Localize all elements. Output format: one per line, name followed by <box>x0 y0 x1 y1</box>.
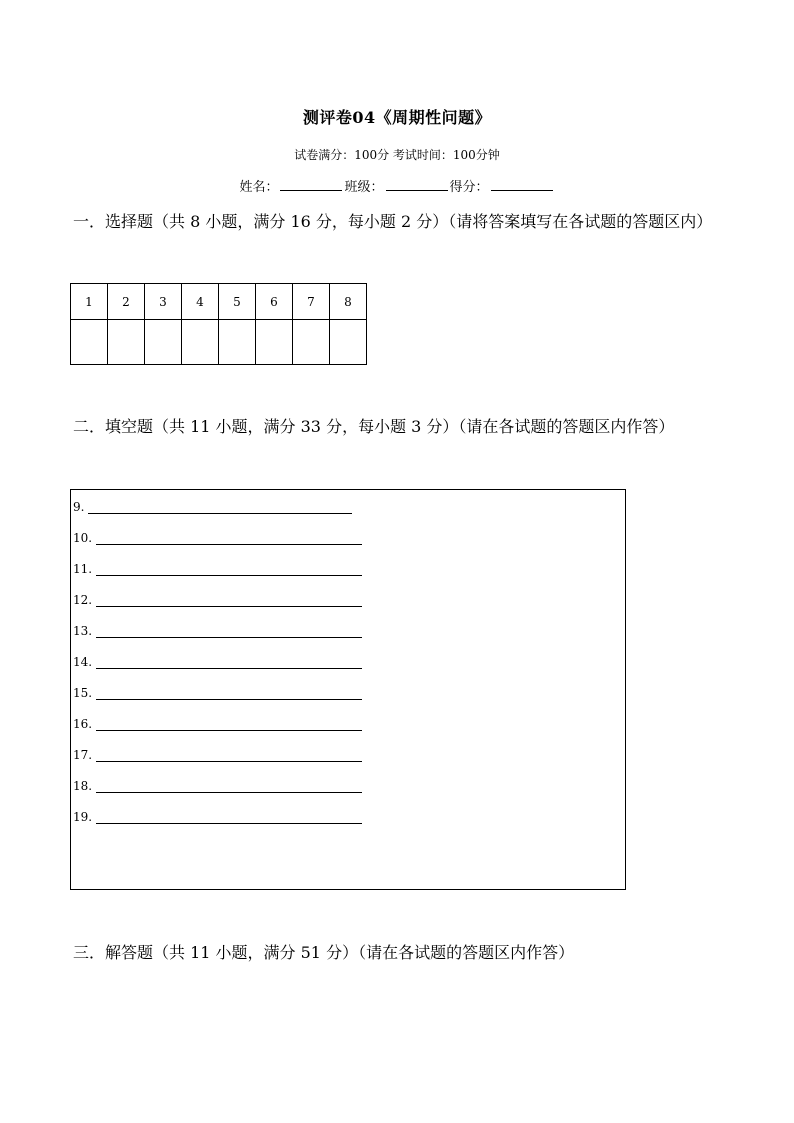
fill-item <box>73 716 362 734</box>
choice-answer-table <box>70 283 367 365</box>
answer-col-header: 4 <box>182 284 219 320</box>
answer-col-header: 8 <box>330 284 367 320</box>
answer-line[interactable] <box>96 716 362 731</box>
item-number: 10. <box>73 531 93 545</box>
student-info-line <box>0 176 794 195</box>
answer-line[interactable] <box>96 530 362 545</box>
class-field[interactable] <box>386 178 448 191</box>
answer-cell[interactable] <box>145 320 182 365</box>
answer-cell[interactable] <box>256 320 293 365</box>
fill-item <box>73 561 362 579</box>
page-title: 测评卷04《周期性问题》 <box>302 108 492 127</box>
answer-cell[interactable] <box>108 320 145 365</box>
answer-line[interactable] <box>96 685 362 700</box>
fill-item <box>73 654 362 672</box>
answer-cell[interactable] <box>219 320 256 365</box>
fill-item <box>73 499 352 517</box>
name-field[interactable] <box>280 178 342 191</box>
name-label: 姓名： <box>239 180 279 195</box>
score-label: 得分： <box>449 180 489 195</box>
exam-meta: 试卷满分：100分 考试时间：100分钟 <box>294 148 500 162</box>
answer-line[interactable] <box>96 747 362 762</box>
answer-cell[interactable] <box>330 320 367 365</box>
answer-col-header: 2 <box>108 284 145 320</box>
class-label: 班级： <box>344 180 384 195</box>
item-number: 11. <box>73 562 93 576</box>
answer-line[interactable] <box>96 809 362 824</box>
answer-col-header: 1 <box>71 284 108 320</box>
answer-line[interactable] <box>96 778 362 793</box>
answer-line[interactable] <box>96 623 362 638</box>
fill-item <box>73 747 362 765</box>
answer-line[interactable] <box>96 561 362 576</box>
fill-item <box>73 592 362 610</box>
item-number: 14. <box>73 655 93 669</box>
item-number: 17. <box>73 748 93 762</box>
score-field[interactable] <box>491 178 553 191</box>
answer-col-header: 5 <box>219 284 256 320</box>
answer-line[interactable] <box>96 654 362 669</box>
section-1-heading: 一．选择题（共 8 小题，满分 16 分，每小题 2 分）（请将答案填写在各试题的答题区内） <box>73 212 713 231</box>
answer-cell[interactable] <box>182 320 219 365</box>
item-number: 19. <box>73 810 93 824</box>
answer-col-header: 3 <box>145 284 182 320</box>
item-number: 13. <box>73 624 93 638</box>
fill-item <box>73 623 362 641</box>
answer-line[interactable] <box>88 499 352 514</box>
answer-col-header: 7 <box>293 284 330 320</box>
item-number: 15. <box>73 686 93 700</box>
answer-cell[interactable] <box>293 320 330 365</box>
section-2-heading: 二．填空题（共 11 小题，满分 33 分，每小题 3 分）（请在各试题的答题区内作答） <box>73 417 675 436</box>
answer-cell[interactable] <box>71 320 108 365</box>
fill-item <box>73 809 362 827</box>
fill-item <box>73 778 362 796</box>
fill-in-answer-box <box>70 489 626 890</box>
item-number: 16. <box>73 717 93 731</box>
item-number: 9. <box>73 500 85 514</box>
answer-col-header: 6 <box>256 284 293 320</box>
item-number: 18. <box>73 779 93 793</box>
fill-item <box>73 530 362 548</box>
answer-line[interactable] <box>96 592 362 607</box>
section-3-heading: 三．解答题（共 11 小题，满分 51 分）（请在各试题的答题区内作答） <box>73 943 575 962</box>
item-number: 12. <box>73 593 93 607</box>
fill-item <box>73 685 362 703</box>
